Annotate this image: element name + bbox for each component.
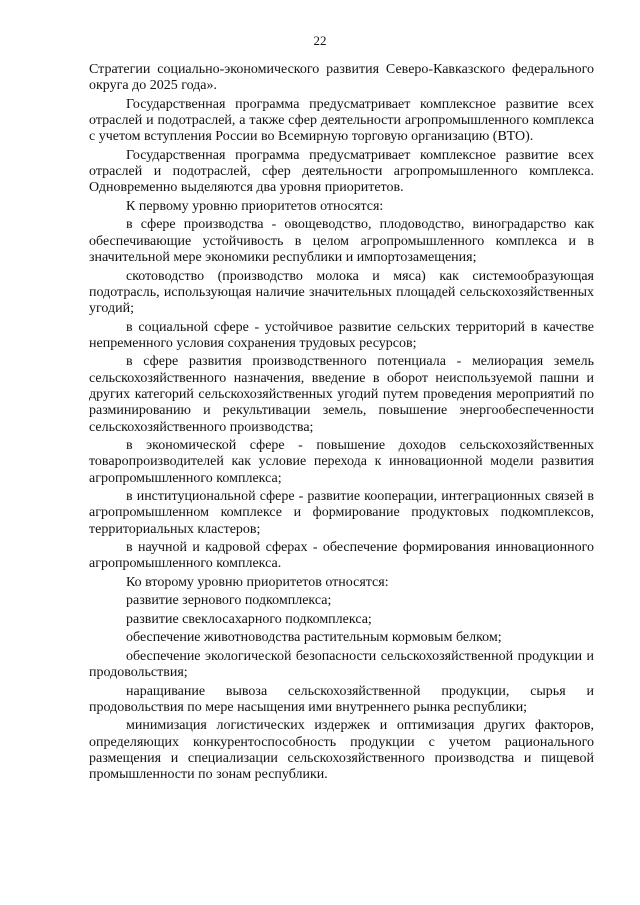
- paragraph: Государственная программа предусматривает комплексное развитие всех отраслей и подотраслей, а также сфер деятельности агропромышленного комплекса с учетом вступления России во Всемирную торговую организацию (ВТО).: [89, 96, 594, 145]
- paragraph: Государственная программа предусматривает комплексное развитие всех отраслей и подотраслей, сфер деятельности агропромышленного комплекса. Одновременно выделяются два уровня приоритетов.: [89, 147, 594, 196]
- paragraph: развитие зернового подкомплекса;: [126, 593, 332, 609]
- paragraph: в институциональной сфере - развитие кооперации, интеграционных связей в агропромышленном комплексе и формирование продуктовых подкомплексов, территориальных кластеров;: [89, 489, 594, 537]
- paragraph: развитие свеклосахарного подкомплекса;: [126, 611, 372, 627]
- paragraph: обеспечение животноводства растительным кормовым белком;: [126, 630, 502, 646]
- paragraph: скотоводство (производство молока и мяса) как системообразующая подотрасль, использующая наличие значительных площадей сельскохозяйственных угодий;: [89, 268, 594, 317]
- paragraph: в сфере развития производственного потенциала - мелиорация земель сельскохозяйственного назначения, введение в оборот неиспользуемой пашни и других категорий сельскохозяйственных угодий путем проведения мероприятий по разминированию и рекультивации земель, повышение энергообеспеченности сельскохозяйственного производства;: [89, 354, 594, 435]
- paragraph: в социальной сфере - устойчивое развитие сельских территорий в качестве непременного условия сохранения трудовых ресурсов;: [89, 319, 594, 351]
- document-body: [89, 62, 594, 784]
- paragraph: К первому уровню приоритетов относятся:: [126, 198, 384, 214]
- paragraph: в сфере производства - овощеводство, плодоводство, виноградарство как обеспечивающие устойчивость в целом агропромышленного комплекса и в значительной мере экономики республики и импортозамещения;: [89, 217, 594, 266]
- paragraph: Стратегии социально-экономического развития Северо-Кавказского федерального округа до 2025 года».: [89, 62, 594, 94]
- paragraph: Ко второму уровню приоритетов относятся:: [126, 574, 389, 590]
- paragraph: обеспечение экологической безопасности сельскохозяйственной продукции и продовольствия;: [89, 648, 594, 681]
- paragraph: в экономической сфере - повышение доходов сельскохозяйственных товаропроизводителей как условие перехода к инновационной модели развития агропромышленного комплекса;: [89, 438, 594, 486]
- paragraph: в научной и кадровой сферах - обеспечение формирования инновационного агропромышленного комплекса.: [89, 540, 594, 572]
- paragraph: наращивание вывоза сельскохозяйственной продукции, сырья и продовольствия по мере насыщения ими внутреннего рынка республики;: [89, 683, 594, 715]
- paragraph: минимизация логистических издержек и оптимизация других факторов, определяющих конкурентоспособность продукции с учетом рационального размещения и специализации сельскохозяйственного производства и пищевой промышленности по зонам республики.: [89, 718, 594, 783]
- page-number: 22: [313, 33, 327, 48]
